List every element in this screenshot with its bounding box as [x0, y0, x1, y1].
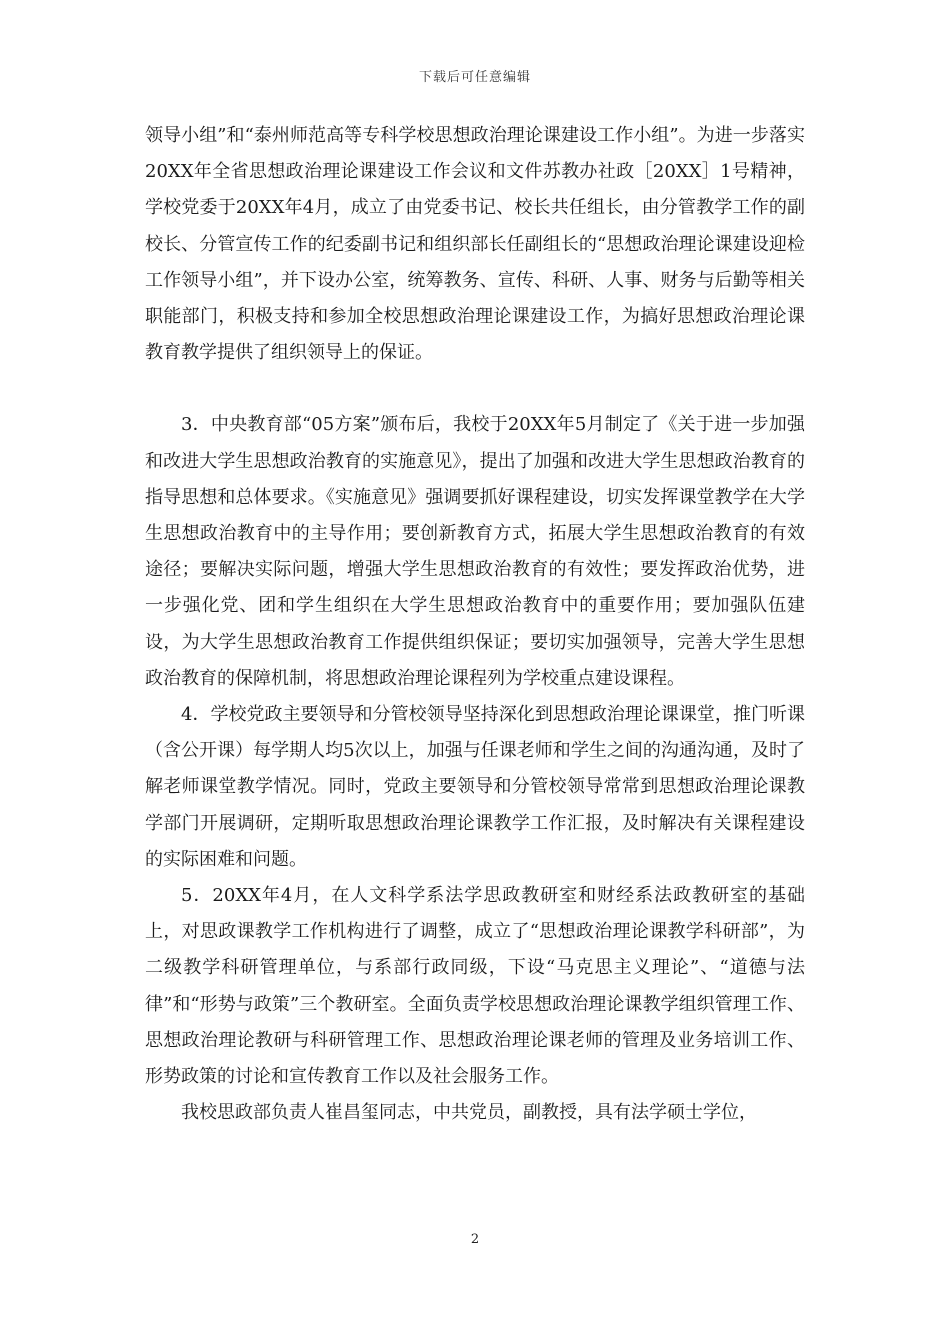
paragraph-item-4: 4．学校党政主要领导和分管校领导坚持深化到思想政治理论课课堂，推门听课（含公开课）每学期人均5次以上，加强与任课老师和学生之间的沟通沟通，及时了解老师课堂教学情况。同时，党政主要领导和分管校领导常常到思想政治理论课教学部门开展调研，定期听取思想政治理论课教学工作汇报，及时解决有关课程建设的实际困难和问题。: [145, 704, 805, 870]
page-header: 下载后可任意编辑: [418, 70, 531, 85]
document-body: [145, 118, 805, 1131]
paragraph-item-5: 5．20XX年4月，在人文科学系法学思政教研室和财经系法政教研室的基础上，对思政课教学工作机构进行了调整，成立了“思想政治理论课教学科研部”，为二级教学科研管理单位，与系部行政同级，下设“马克思主义理论”、“道德与法律”和“形势与政策”三个教研室。全面负责学校思想政治理论课教学组织管理工作、思想政治理论教研与科研管理工作、思想政治理论课老师的管理及业务培训工作、形势政策的讨论和宣传教育工作以及社会服务工作。: [145, 885, 805, 1088]
paragraph-continued: 领导小组”和“泰州师范高等专科学校思想政治理论课建设工作小组”。为进一步落实20XX年全省思想政治理论课建设工作会议和文件苏教办社政［20XX］1号精神，学校党委于20XX年4月，成立了由党委书记、校长共任组长，由分管教学工作的副校长、分管宣传工作的纪委副书记和组织部长任副组长的“思想政治理论课建设迎检工作领导小组”，并下设办公室，统筹教务、宣传、科研、人事、财务与后勤等相关职能部门，积极支持和参加全校思想政治理论课建设工作，为搞好思想政治理论课教育教学提供了组织领导上的保证。: [145, 125, 805, 364]
page-number: 2: [470, 1232, 480, 1247]
paragraph-department-head: 我校思政部负责人崔昌玺同志，中共党员，副教授，具有法学硕士学位，: [181, 1102, 757, 1124]
paragraph-item-3: 3．中央教育部“05方案”颁布后，我校于20XX年5月制定了《关于进一步加强和改进大学生思想政治教育的实施意见》，提出了加强和改进大学生思想政治教育的指导思想和总体要求。《实施意见》强调要抓好课程建设，切实发挥课堂教学在大学生思想政治教育中的主导作用；要创新教育方式，拓展大学生思想政治教育的有效途径；要解决实际问题，增强大学生思想政治教育的有效性；要发挥政治优势，进一步强化党、团和学生组织在大学生思想政治教育中的重要作用；要加强队伍建设，为大学生思想政治教育工作提供组织保证；要切实加强领导，完善大学生思想政治教育的保障机制，将思想政治理论课程列为学校重点建设课程。: [145, 414, 805, 689]
